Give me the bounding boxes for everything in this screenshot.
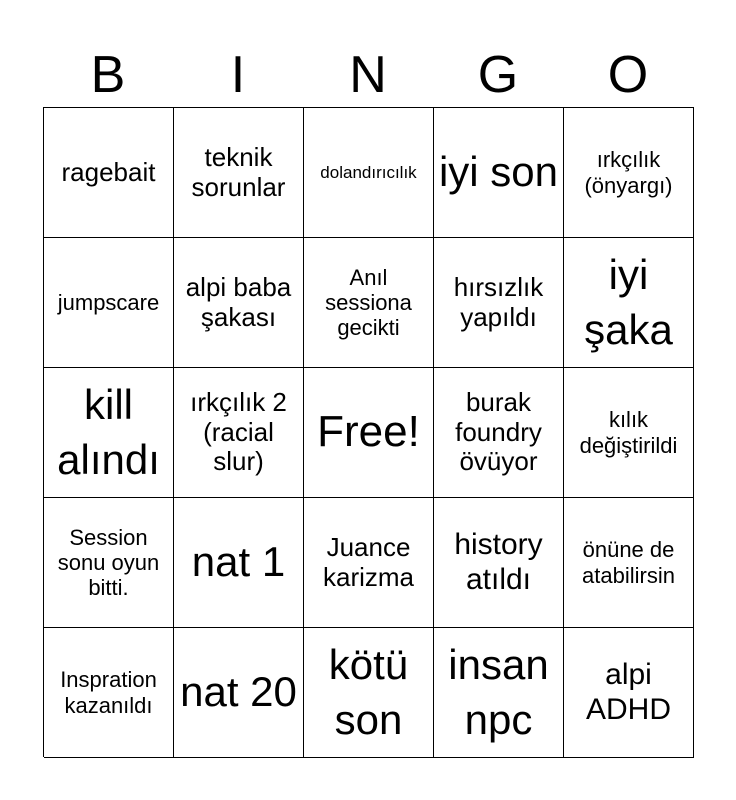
bingo-cell[interactable]: Session sonu oyun bitti. bbox=[44, 498, 174, 628]
bingo-cell[interactable]: ırkçılık (önyargı) bbox=[564, 108, 694, 238]
header-letter-n: N bbox=[349, 46, 387, 104]
bingo-cell[interactable]: jumpscare bbox=[44, 238, 174, 368]
header-letter-g: G bbox=[477, 46, 519, 104]
bingo-cell[interactable]: Anıl sessiona gecikti bbox=[304, 238, 434, 368]
bingo-cell[interactable]: insan npc bbox=[434, 628, 564, 758]
bingo-cell[interactable]: Juance karizma bbox=[304, 498, 434, 628]
bingo-cell[interactable]: nat 20 bbox=[174, 628, 304, 758]
bingo-cell[interactable]: önüne de atabilirsin bbox=[564, 498, 694, 628]
bingo-cell[interactable]: alpi baba şakası bbox=[174, 238, 304, 368]
bingo-cell[interactable]: kılık değiştirildi bbox=[564, 368, 694, 498]
bingo-cell[interactable]: ırkçılık 2 (racial slur) bbox=[174, 368, 304, 498]
bingo-cell[interactable]: kötü son bbox=[304, 628, 434, 758]
bingo-cell[interactable]: Inspration kazanıldı bbox=[44, 628, 174, 758]
bingo-cell[interactable]: dolandırıcılık bbox=[304, 108, 434, 238]
bingo-cell[interactable]: hırsızlık yapıldı bbox=[434, 238, 564, 368]
free-space-cell[interactable]: Free! bbox=[304, 368, 434, 498]
bingo-cell[interactable]: iyi son bbox=[434, 108, 564, 238]
bingo-header bbox=[43, 44, 693, 106]
bingo-cell[interactable]: nat 1 bbox=[174, 498, 304, 628]
bingo-cell[interactable]: ragebait bbox=[44, 108, 174, 238]
bingo-cell[interactable]: teknik sorunlar bbox=[174, 108, 304, 238]
bingo-cell[interactable]: history atıldı bbox=[434, 498, 564, 628]
header-letter-i: I bbox=[230, 46, 246, 104]
header-letter-b: B bbox=[90, 46, 126, 104]
bingo-cell[interactable]: alpi ADHD bbox=[564, 628, 694, 758]
bingo-cell[interactable]: burak foundry övüyor bbox=[434, 368, 564, 498]
bingo-board bbox=[43, 107, 694, 757]
bingo-cell[interactable]: kill alındı bbox=[44, 368, 174, 498]
bingo-cell[interactable]: iyi şaka bbox=[564, 238, 694, 368]
header-letter-o: O bbox=[607, 46, 649, 104]
